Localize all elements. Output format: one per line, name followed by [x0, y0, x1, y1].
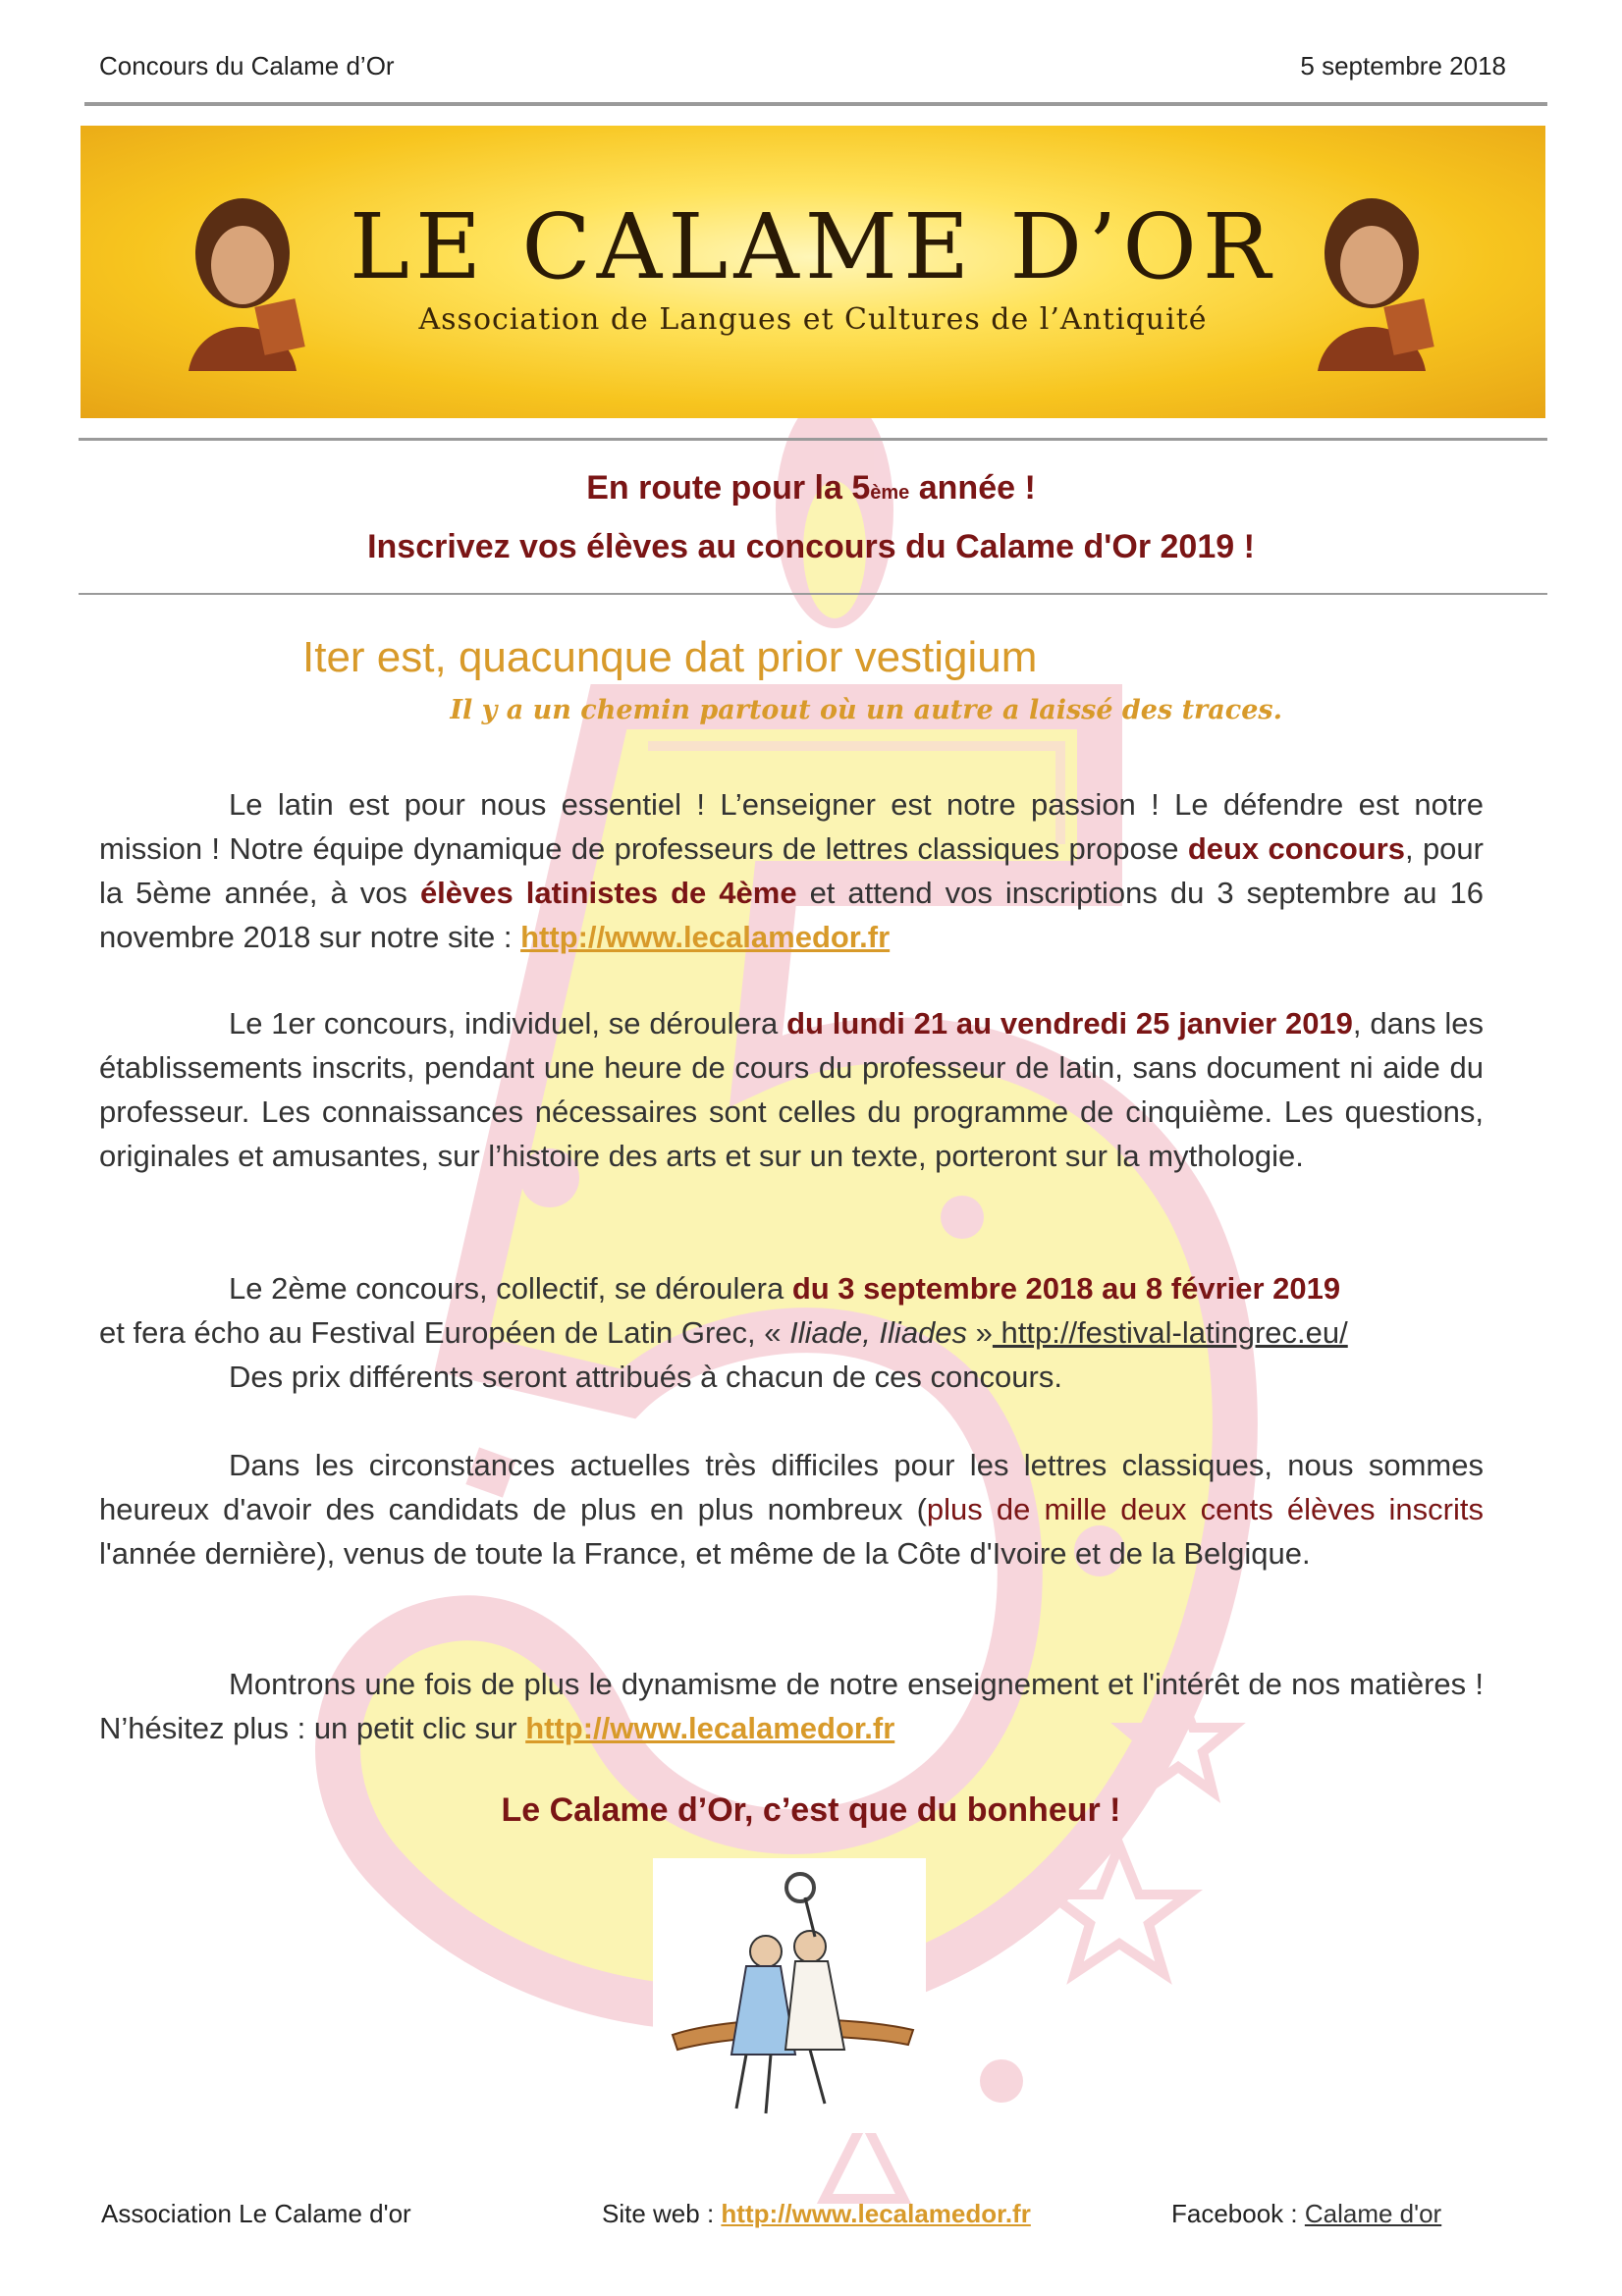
header-rule: [84, 102, 1547, 106]
footer-facebook-label: Facebook :: [1171, 2199, 1305, 2228]
site-link-cta[interactable]: http://www.lecalamedor.fr: [525, 1711, 895, 1745]
headline-line2: Inscrivez vos élèves au concours du Calame d'Or 2019 !: [367, 528, 1255, 565]
headline-rule: [79, 593, 1547, 595]
footer-facebook-link[interactable]: Calame d'or: [1304, 2199, 1442, 2228]
banner-subtitle: Association de Langues et Cultures de l’Antiquité: [418, 302, 1208, 337]
headline-superscript: ème: [870, 482, 910, 504]
paragraph-circumstances: Dans les circonstances actuelles très difficiles pour les lettres classiques, nous sommes heureux d'avoir des candidats de plus en plus nombreux (plus de mille deux cents élèves inscrits l'année dernière), venus de toute la France, et même de la Côte d'Ivoire et de la Belgique.: [99, 1448, 1484, 1571]
banner-rule: [79, 438, 1547, 441]
footer-site-label: Site web :: [602, 2199, 722, 2228]
headline-line1: [0, 469, 1622, 507]
closing-slogan: Le Calame d’Or, c’est que du bonheur !: [501, 1791, 1121, 1829]
headline-line1-text: En route pour la 5: [586, 469, 871, 507]
footer-site-link[interactable]: http://www.lecalamedor.fr: [721, 2199, 1031, 2228]
festival-link[interactable]: http://festival-latingrec.eu/: [992, 1315, 1348, 1350]
headline-line1-end: année !: [909, 469, 1036, 507]
footer-facebook: [1171, 2199, 1441, 2229]
footer-site: [602, 2199, 1031, 2229]
site-link-intro[interactable]: http://www.lecalamedor.fr: [520, 920, 891, 954]
banner-logo: [81, 126, 1545, 418]
header-date: 5 septembre 2018: [1300, 51, 1506, 80]
paragraph-call-to-action: Montrons une fois de plus le dynamisme de notre enseignement et l'intérêt de nos matières ! N’hésitez plus : un petit clic sur http://www.lecalamedor.fr: [99, 1667, 1484, 1745]
footer-association: Association Le Calame d'or: [101, 2199, 411, 2228]
motto-latin: Iter est, quacunque dat prior vestigium: [302, 633, 1038, 681]
children-drawing-icon: [653, 1858, 926, 2133]
paragraph-second-contest: Le 2ème concours, collectif, se déroulera du 3 septembre 2018 au 8 février 2019 et fera écho au Festival Européen de Latin Grec, « Iliade, Iliades » http://festival-latingrec.eu/ Des prix différents seront attribués à chacun de ces concours.: [99, 1271, 1348, 1394]
paragraph-intro: Le latin est pour nous essentiel ! L’enseigner est notre passion ! Le défendre est notre mission ! Notre équipe dynamique de professeurs de lettres classiques propose deux concours, pour la 5ème année, à vos élèves latinistes de 4ème et attend vos inscriptions du 3 septembre au 16 novembre 2018 sur notre site : http://www.lecalamedor.fr: [99, 787, 1484, 954]
paragraph-first-contest: Le 1er concours, individuel, se déroulera du lundi 21 au vendredi 25 janvier 2019, dans les établissements inscrits, pendant une heure de cours du professeur de latin, sans document ni aide du professeur. Les connaissances nécessaires sont celles du programme de cinquième. Les questions, originales et amusantes, sur l’histoire des arts et sur un texte, porteront sur la mythologie.: [99, 1006, 1484, 1173]
motto-french: Il y a un chemin partout où un autre a laissé des traces.: [450, 695, 1282, 725]
header-document-title: Concours du Calame d’Or: [99, 51, 395, 80]
banner-title: LE CALAME D’OR: [349, 194, 1277, 299]
